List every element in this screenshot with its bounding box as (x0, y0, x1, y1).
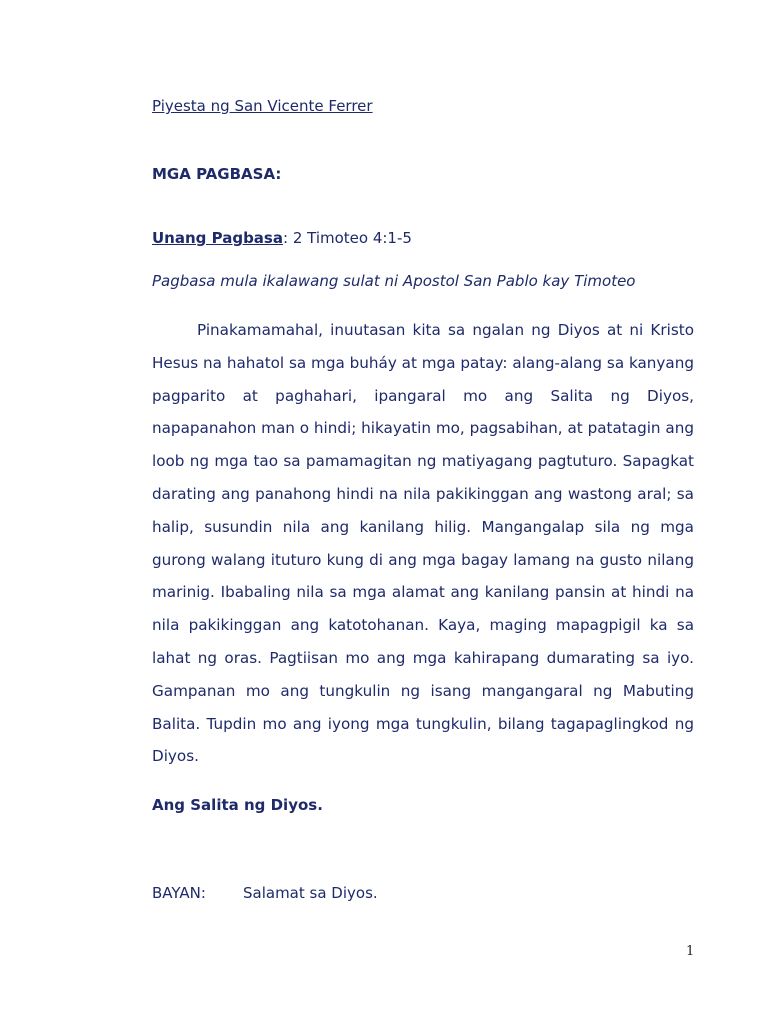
reading-separator: : (282, 229, 289, 247)
section-heading: MGA PAGBASA: (152, 165, 282, 183)
reading-intro: Pagbasa mula ikalawang sulat ni Apostol San Pablo kay Timoteo (152, 272, 636, 290)
page-number: 1 (686, 944, 695, 959)
reading-reference-line (152, 229, 412, 247)
reading-label: Unang Pagbasa (152, 229, 283, 247)
reading-body-text: Pinakamamahal, inuutasan kita sa ngalan ng Diyos at ni Kristo Hesus na hahatol sa mga buháy at mga patay: alang-alang sa kanyang pagparito at paghahari, ipangaral mo ang Salita ng Diyos, napapanahon man o hindi; hikayatin mo, pagsabihan, at patatagin ang loob ng mga tao sa pamamagitan ng matiyagang pagtuturo. Sapagkat darating ang panahong hindi na nila pakikinggan ang wastong aral; sa halip, susundin nila ang kanilang hilig. Mangangalap sila ng mga gurong walang ituturo kung di ang mga bagay lamang na gusto nilang marinig. Ibabaling nila sa mga alamat ang kanilang pansin at hindi na nila pakikinggan ang katotohanan. Kaya, maging mapagpigil ka sa lahat ng oras. Pagtiisan mo ang mga kahirapang dumarating sa iyo. Gampanan mo ang tungkulin ng isang mangangaral ng Mabuting Balita. Tupdin mo ang iyong mga tungkulin, bilang tagapaglingkod ng Diyos. (152, 321, 694, 766)
document-title: Piyesta ng San Vicente Ferrer (152, 97, 373, 115)
response-text: Salamat sa Diyos. (243, 884, 378, 902)
reading-closing: Ang Salita ng Diyos. (152, 796, 323, 814)
reading-reference: 2 Timoteo 4:1-5 (288, 229, 412, 247)
congregation-response (152, 884, 378, 902)
response-speaker: BAYAN: (152, 884, 206, 902)
